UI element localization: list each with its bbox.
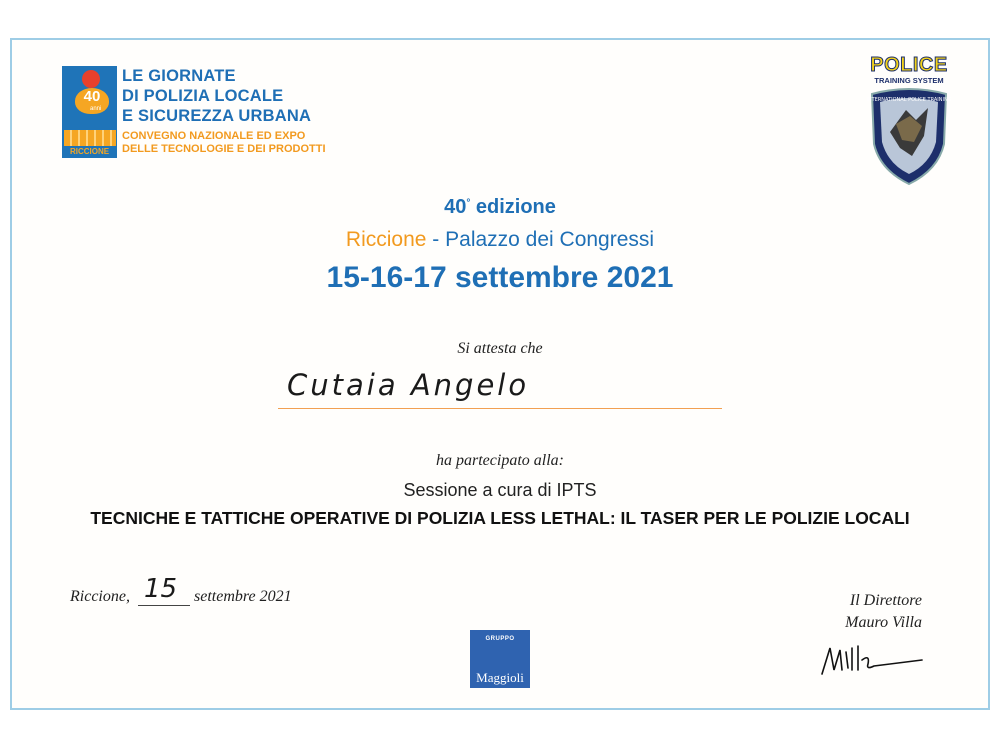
edition-word: edizione xyxy=(470,196,556,218)
event-logo-mark xyxy=(62,66,117,158)
director-title: Il Direttore xyxy=(849,592,922,609)
director-name: Mauro Villa xyxy=(845,614,922,631)
edition-suffix: ° xyxy=(466,197,471,209)
event-dates: 15-16-17 settembre 2021 xyxy=(326,261,674,294)
logo-city: RICCIONE xyxy=(62,146,117,158)
handwritten-day: 15 xyxy=(144,574,178,604)
logo-title-line: LE GIORNATE xyxy=(122,67,236,85)
session-label: Sessione a cura di IPTS xyxy=(403,480,597,500)
attesta-label: Si attesta che xyxy=(457,340,543,357)
logo-sub-line: DELLE TECNOLOGIE E DEI PRODOTTI xyxy=(122,143,326,155)
day-underline xyxy=(138,605,190,606)
shield-icon xyxy=(866,86,952,186)
police-word: POLICE xyxy=(870,54,948,76)
training-system-word: TRAINING SYSTEM xyxy=(874,76,944,85)
logo-skyline xyxy=(64,130,116,146)
logo-title-line: E SICUREZZA URBANA xyxy=(122,107,312,125)
location xyxy=(0,228,1000,252)
location-venue: - Palazzo dei Congressi xyxy=(426,228,655,251)
logo-sub-line: CONVEGNO NAZIONALE ED EXPO xyxy=(122,130,306,142)
shield-text: INTERNATIONAL POLICE TRAINING xyxy=(866,97,952,103)
event-logo-title xyxy=(122,66,311,126)
logo-number: 40 xyxy=(75,88,109,114)
participant-name: Cutaia Angelo xyxy=(287,368,530,402)
director-block xyxy=(845,590,922,634)
maggioli-logo xyxy=(470,630,530,688)
maggioli-group: GRUPPO xyxy=(485,636,515,642)
event-logo xyxy=(62,66,362,162)
month-year: settembre 2021 xyxy=(194,588,292,605)
director-signature xyxy=(818,640,928,680)
edition-number: 40 xyxy=(444,196,467,218)
police-training-logo xyxy=(856,54,960,186)
logo-title-line: DI POLIZIA LOCALE xyxy=(122,87,284,105)
place-label: Riccione, xyxy=(70,588,130,605)
event-logo-subtitle xyxy=(122,130,326,156)
session-title: TECNICHE E TATTICHE OPERATIVE DI POLIZIA LESS LETHAL: IL TASER PER LE POLIZIE LOCALI xyxy=(90,508,910,528)
participated-label: ha partecipato alla: xyxy=(436,452,564,469)
name-underline xyxy=(278,408,722,409)
maggioli-name: Maggioli xyxy=(476,670,524,685)
logo-dot xyxy=(82,70,100,88)
edition xyxy=(0,196,1000,219)
logo-number-sub: anni xyxy=(90,106,102,112)
location-city: Riccione xyxy=(345,228,427,251)
